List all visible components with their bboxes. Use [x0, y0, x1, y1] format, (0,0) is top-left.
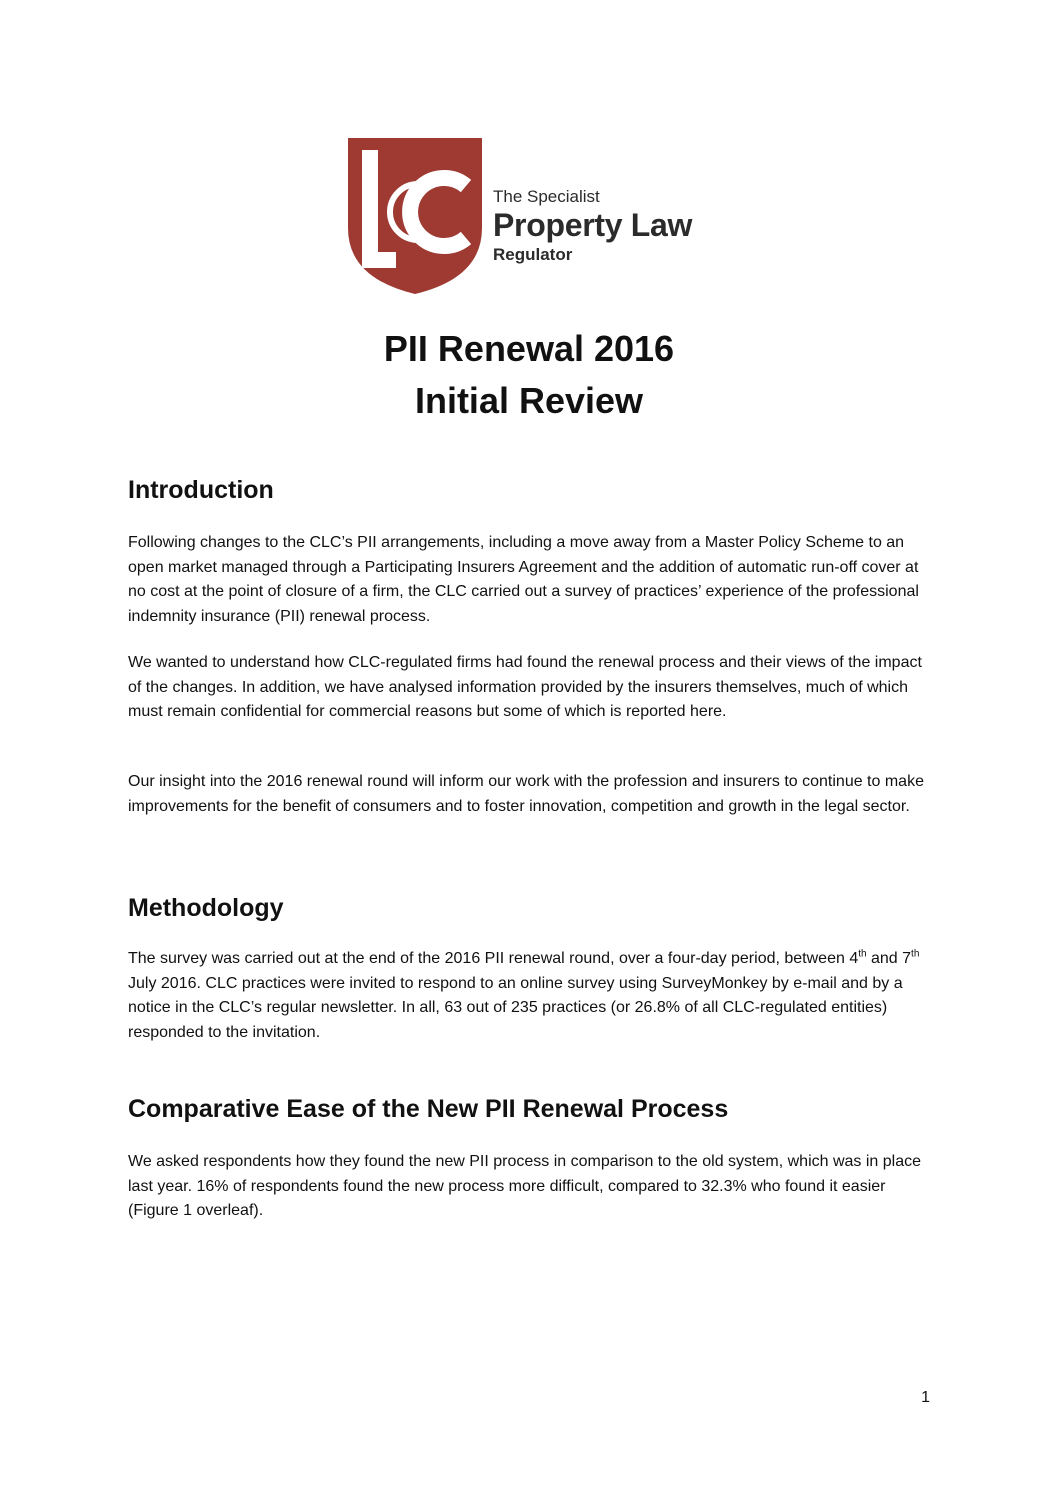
introduction-paragraph-1: Following changes to the CLC’s PII arrangements, including a move away from a Master Policy Scheme to an open market managed through a Participating Insurers Agreement and the addition of automatic run-off cover at no cost at the point of closure of a firm, the CLC carried out a survey of practices’ experience of the professional indemnity insurance (PII) renewal process.	[128, 534, 919, 625]
methodology-paragraph	[128, 947, 928, 1045]
ease-heading: Comparative Ease of the New PII Renewal Process	[128, 1095, 729, 1123]
page-number: 1	[921, 1389, 930, 1406]
logo-subtitle: Regulator	[493, 245, 573, 265]
introduction-heading: Introduction	[128, 476, 274, 504]
introduction-paragraph-2: We wanted to understand how CLC-regulated firms had found the renewal process and their views of the impact of the changes. In addition, we have analysed information provided by the insurers themselves, much of which must remain confidential for commercial reasons but some of which is reported here.	[128, 654, 922, 720]
ordinal-suffix: th	[911, 948, 920, 960]
methodology-text-b: and 7	[866, 950, 912, 967]
ease-paragraph: We asked respondents how they found the new PII process in comparison to the old system, which was in place last year. 16% of respondents found the new process more difficult, compared to 32.3% who found it easier (Figure 1 overleaf).	[128, 1153, 922, 1219]
clc-logo-mark	[340, 128, 490, 298]
introduction-paragraph-3: Our insight into the 2016 renewal round will inform our work with the profession and insurers to continue to make improvements for the benefit of consumers and to foster innovation, competition and growth in the legal sector.	[128, 773, 924, 815]
title-line-2: Initial Review	[414, 380, 644, 421]
methodology-text-c: July 2016. CLC practices were invited to respond to an online survey using SurveyMonkey by e-mail and by a notice in the CLC’s regular newsletter. In all, 63 out of 235 practices (or 26.8% of all CLC-regulated entities) responded to the invitation.	[128, 974, 903, 1041]
title-line-1: PII Renewal 2016	[383, 328, 675, 369]
methodology-text-a: The survey was carried out at the end of the 2016 PII renewal round, over a four-day period, between 4	[128, 950, 859, 967]
logo-wordmark	[493, 188, 692, 264]
logo-tagline: The Specialist	[493, 187, 600, 206]
document-title	[0, 323, 1058, 427]
clc-logo	[340, 128, 730, 298]
logo-name: Property Law	[493, 206, 693, 243]
ordinal-suffix: th	[858, 948, 867, 960]
methodology-heading: Methodology	[128, 894, 284, 922]
